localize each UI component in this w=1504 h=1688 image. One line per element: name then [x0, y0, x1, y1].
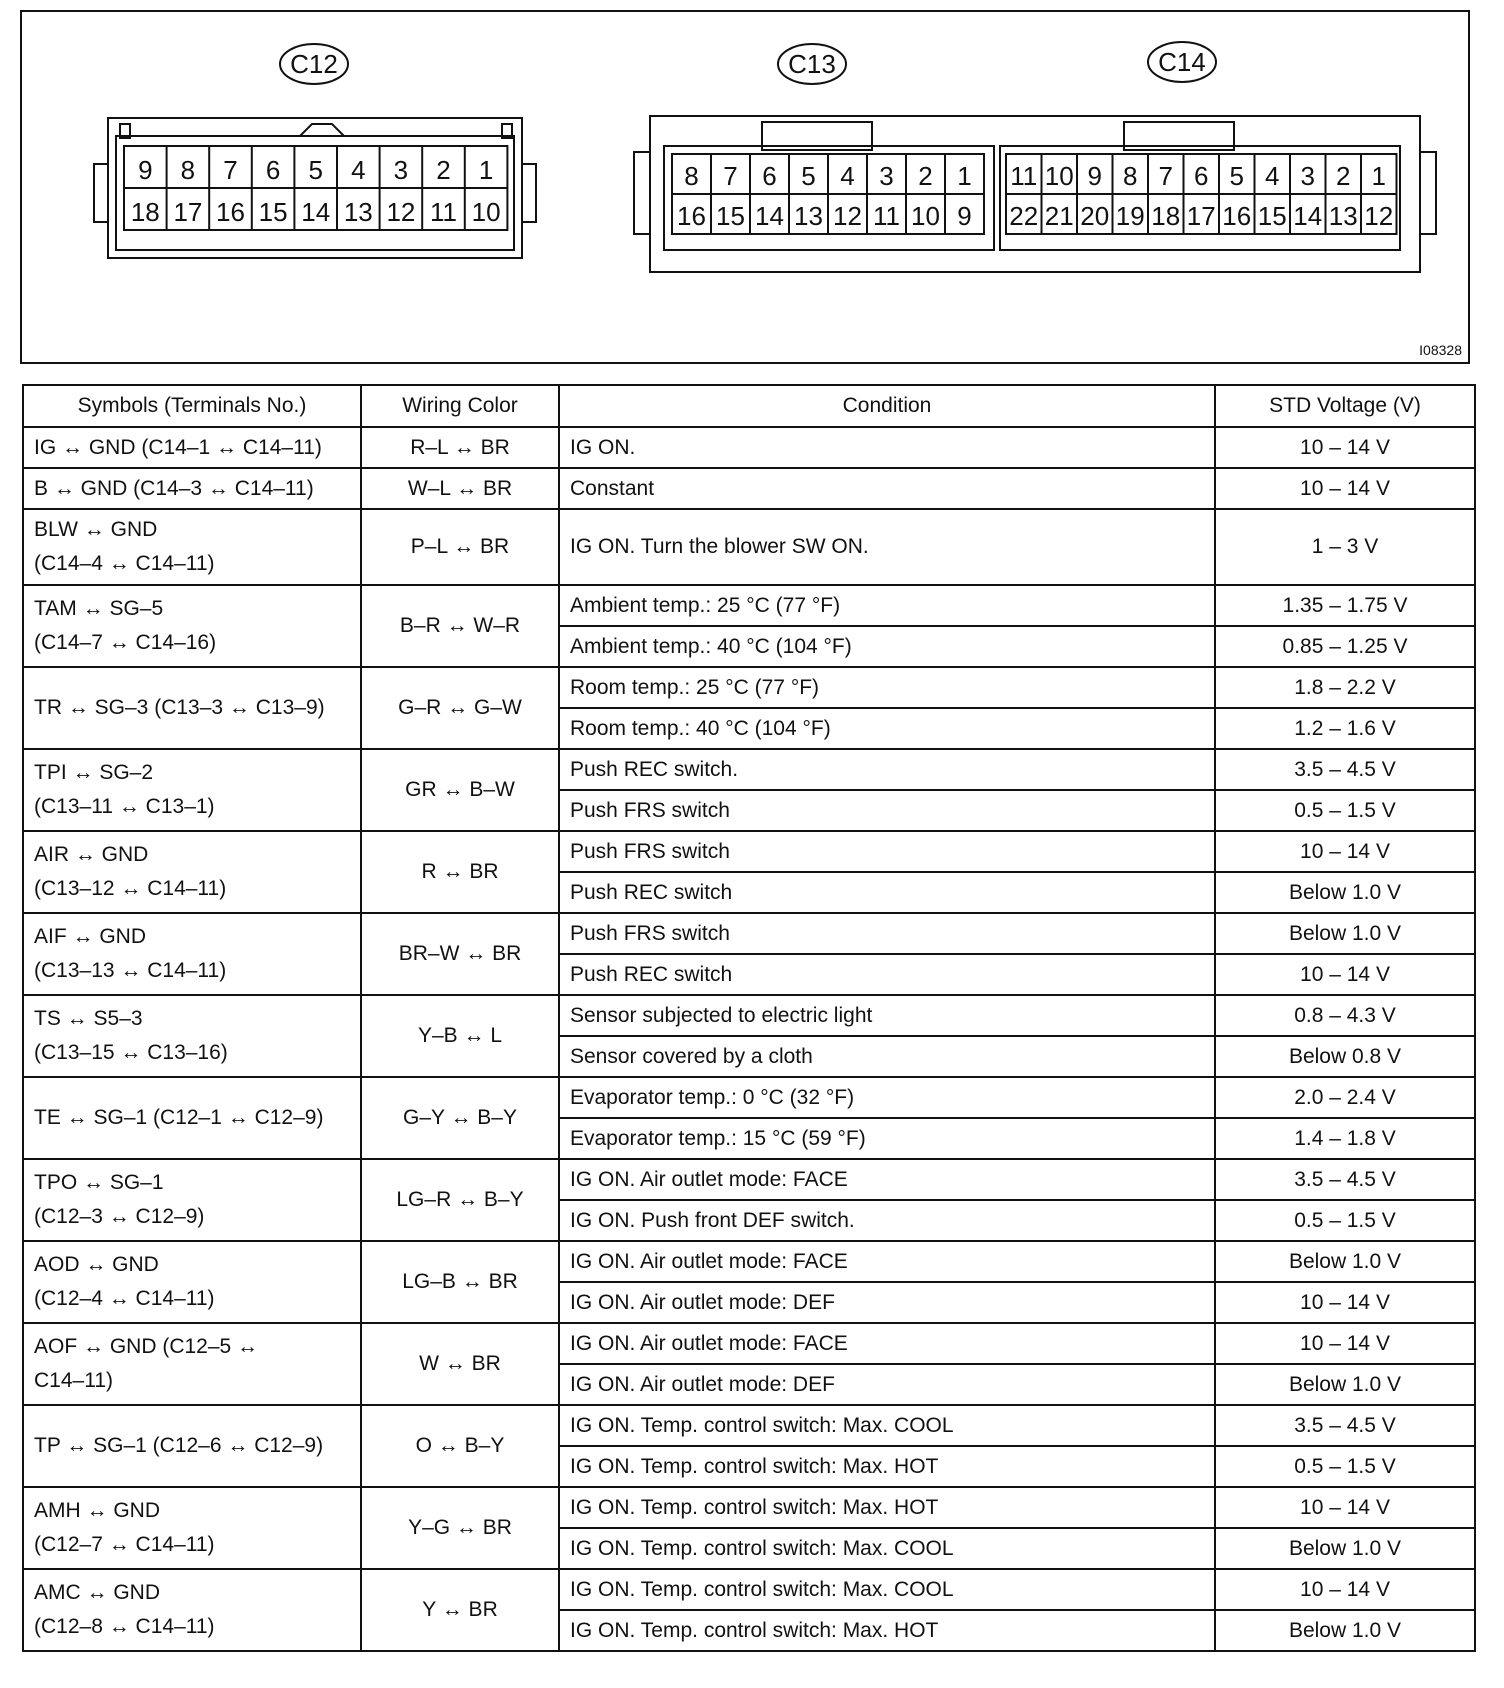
condition-cell: Room temp.: 40 °C (104 °F)	[559, 708, 1215, 749]
pin-number: 10	[911, 201, 940, 231]
pin-number: 14	[301, 197, 331, 227]
table-header-row	[23, 385, 1475, 427]
symbol-cell	[23, 585, 361, 667]
condition-cell: IG ON. Air outlet mode: DEF	[559, 1282, 1215, 1323]
pin-number: 13	[1328, 201, 1358, 231]
pin-number: 10	[1044, 161, 1074, 191]
voltage-cell: 1.35 – 1.75 V	[1215, 585, 1475, 626]
symbol-cell	[23, 1323, 361, 1405]
wiring-color-cell: W–L ↔ BR	[361, 468, 559, 509]
pin-number: 9	[138, 155, 153, 185]
wiring-color-cell: B–R ↔ W–R	[361, 585, 559, 667]
header-symbols: Symbols (Terminals No.)	[23, 385, 361, 427]
pin-number: 22	[1009, 201, 1039, 231]
voltage-cell: Below 1.0 V	[1215, 1241, 1475, 1282]
connector-diagram	[20, 10, 1470, 364]
wiring-color-cell: G–Y ↔ B–Y	[361, 1077, 559, 1159]
pin-number: 15	[258, 197, 288, 227]
voltage-cell: Below 1.0 V	[1215, 1364, 1475, 1405]
pin-number: 14	[755, 201, 784, 231]
voltage-cell: Below 1.0 V	[1215, 1528, 1475, 1569]
symbol-line: (C13–12 ↔ C14–11)	[34, 877, 227, 900]
pin-number: 7	[223, 155, 238, 185]
symbol-line: AMC ↔ GND	[34, 1581, 160, 1604]
symbol-line: TP ↔ SG–1 (C12–6 ↔ C12–9)	[34, 1434, 324, 1457]
symbol-line: (C12–8 ↔ C14–11)	[34, 1615, 215, 1638]
symbol-line: TPI ↔ SG–2	[34, 761, 154, 784]
pin-number: 9	[1087, 161, 1102, 191]
condition-cell: IG ON. Temp. control switch: Max. HOT	[559, 1487, 1215, 1528]
symbol-cell	[23, 1077, 361, 1159]
wiring-color-cell: Y–B ↔ L	[361, 995, 559, 1077]
condition-cell: IG ON. Air outlet mode: FACE	[559, 1241, 1215, 1282]
voltage-cell: 0.5 – 1.5 V	[1215, 1446, 1475, 1487]
symbol-cell	[23, 749, 361, 831]
pin-number: 17	[173, 197, 203, 227]
pin-number: 12	[386, 197, 416, 227]
voltage-cell: 3.5 – 4.5 V	[1215, 1405, 1475, 1446]
pin-number: 12	[1364, 201, 1394, 231]
condition-cell: Push REC switch	[559, 954, 1215, 995]
pin-number: 2	[436, 155, 451, 185]
pin-number: 8	[684, 161, 699, 191]
pin-number: 7	[723, 161, 738, 191]
wiring-color-cell: G–R ↔ G–W	[361, 667, 559, 749]
table-row	[23, 1569, 1475, 1610]
pin-number: 4	[1265, 161, 1280, 191]
condition-cell: IG ON. Temp. control switch: Max. COOL	[559, 1569, 1215, 1610]
header-wiring-color: Wiring Color	[361, 385, 559, 427]
pin-number: 11	[430, 197, 457, 227]
voltage-cell: 1.8 – 2.2 V	[1215, 667, 1475, 708]
pin-number: 21	[1044, 201, 1074, 231]
condition-cell: IG ON. Temp. control switch: Max. COOL	[559, 1405, 1215, 1446]
symbol-line: (C14–4 ↔ C14–11)	[34, 552, 215, 575]
condition-cell: Evaporator temp.: 15 °C (59 °F)	[559, 1118, 1215, 1159]
table-row	[23, 913, 1475, 954]
pin-number: 3	[1300, 161, 1315, 191]
symbol-line: AOD ↔ GND	[34, 1253, 159, 1276]
table-row	[23, 1077, 1475, 1118]
condition-cell: Push FRS switch	[559, 790, 1215, 831]
symbol-cell	[23, 667, 361, 749]
symbol-line: AOF ↔ GND (C12–5 ↔	[34, 1335, 259, 1358]
symbol-line: (C14–7 ↔ C14–16)	[34, 631, 217, 654]
condition-cell: IG ON. Push front DEF switch.	[559, 1200, 1215, 1241]
c12-housing-inner	[116, 136, 514, 250]
voltage-cell: 10 – 14 V	[1215, 1282, 1475, 1323]
condition-cell: Push REC switch.	[559, 749, 1215, 790]
table-row	[23, 585, 1475, 626]
wiring-color-cell: Y–G ↔ BR	[361, 1487, 559, 1569]
pin-number: 4	[351, 155, 366, 185]
pin-number: 4	[840, 161, 855, 191]
pin-number: 5	[1229, 161, 1244, 191]
voltage-spec-table	[22, 384, 1476, 1652]
condition-cell: IG ON. Air outlet mode: FACE	[559, 1323, 1215, 1364]
pin-number: 18	[1151, 201, 1181, 231]
voltage-cell: 10 – 14 V	[1215, 1569, 1475, 1610]
symbol-cell	[23, 1405, 361, 1487]
condition-cell: IG ON.	[559, 427, 1215, 468]
wiring-color-cell: R–L ↔ BR	[361, 427, 559, 468]
condition-cell: IG ON. Temp. control switch: Max. COOL	[559, 1528, 1215, 1569]
pin-number: 10	[471, 197, 501, 227]
wiring-color-cell: LG–B ↔ BR	[361, 1241, 559, 1323]
table-row	[23, 667, 1475, 708]
pin-number: 1	[478, 155, 494, 185]
pin-number: 9	[957, 201, 972, 231]
pin-number: 8	[180, 155, 196, 185]
pin-number: 1	[1371, 161, 1386, 191]
voltage-cell: 0.5 – 1.5 V	[1215, 1200, 1475, 1241]
pin-number: 13	[343, 197, 373, 227]
pin-number: 7	[1158, 161, 1173, 191]
condition-cell: Push REC switch	[559, 872, 1215, 913]
symbol-cell	[23, 1569, 361, 1651]
voltage-cell: 1 – 3 V	[1215, 509, 1475, 585]
voltage-cell: Below 1.0 V	[1215, 913, 1475, 954]
condition-cell: Constant	[559, 468, 1215, 509]
pin-number: 3	[393, 155, 409, 185]
voltage-cell: 2.0 – 2.4 V	[1215, 1077, 1475, 1118]
header-std-voltage: STD Voltage (V)	[1215, 385, 1475, 427]
voltage-cell: 10 – 14 V	[1215, 954, 1475, 995]
symbol-cell	[23, 509, 361, 585]
connector-label-c13: C13	[788, 49, 836, 79]
pin-number: 16	[1222, 201, 1252, 231]
condition-cell: Push FRS switch	[559, 913, 1215, 954]
pin-number: 16	[677, 201, 706, 231]
connector-drawing	[22, 12, 1468, 362]
symbol-line: (C13–13 ↔ C14–11)	[34, 959, 227, 982]
condition-cell: Ambient temp.: 25 °C (77 °F)	[559, 585, 1215, 626]
symbol-line: TR ↔ SG–3 (C13–3 ↔ C13–9)	[34, 696, 325, 719]
wiring-color-cell: P–L ↔ BR	[361, 509, 559, 585]
symbol-line: TAM ↔ SG–5	[34, 597, 164, 620]
table-row	[23, 1241, 1475, 1282]
symbol-line: (C13–15 ↔ C13–16)	[34, 1041, 228, 1064]
pin-number: 5	[308, 155, 323, 185]
pin-number: 20	[1080, 201, 1110, 231]
table-row	[23, 749, 1475, 790]
connector-label-c14: C14	[1158, 47, 1206, 77]
table-row	[23, 1487, 1475, 1528]
symbol-line: (C12–4 ↔ C14–11)	[34, 1287, 215, 1310]
table-row	[23, 509, 1475, 585]
table-row	[23, 1159, 1475, 1200]
pin-number: 18	[130, 197, 160, 227]
pin-number: 6	[265, 155, 281, 185]
symbol-line: TPO ↔ SG–1	[34, 1171, 164, 1194]
condition-cell: Sensor subjected to electric light	[559, 995, 1215, 1036]
voltage-cell: 3.5 – 4.5 V	[1215, 749, 1475, 790]
symbol-cell	[23, 1159, 361, 1241]
pin-number: 12	[833, 201, 862, 231]
condition-cell: Push FRS switch	[559, 831, 1215, 872]
table-row	[23, 427, 1475, 468]
voltage-cell: 10 – 14 V	[1215, 468, 1475, 509]
symbol-line: (C13–11 ↔ C13–1)	[34, 795, 215, 818]
symbol-line: BLW ↔ GND	[34, 518, 158, 541]
symbol-line: TE ↔ SG–1 (C12–1 ↔ C12–9)	[34, 1106, 324, 1129]
voltage-cell: 3.5 – 4.5 V	[1215, 1159, 1475, 1200]
voltage-cell: Below 1.0 V	[1215, 872, 1475, 913]
symbol-cell	[23, 831, 361, 913]
symbol-line: C14–11)	[34, 1369, 113, 1392]
pin-number: 11	[873, 201, 900, 231]
wiring-color-cell: BR–W ↔ BR	[361, 913, 559, 995]
pin-number: 15	[1257, 201, 1287, 231]
pin-number: 15	[716, 201, 745, 231]
symbol-line: AIF ↔ GND	[34, 925, 147, 948]
symbol-line: IG ↔ GND (C14–1 ↔ C14–11)	[34, 435, 322, 459]
voltage-cell: 10 – 14 V	[1215, 1487, 1475, 1528]
pin-number: 14	[1293, 201, 1323, 231]
condition-cell: Ambient temp.: 40 °C (104 °F)	[559, 626, 1215, 667]
condition-cell: Evaporator temp.: 0 °C (32 °F)	[559, 1077, 1215, 1118]
symbol-line: AIR ↔ GND	[34, 843, 149, 866]
condition-cell: IG ON. Air outlet mode: FACE	[559, 1159, 1215, 1200]
wiring-color-cell: O ↔ B–Y	[361, 1405, 559, 1487]
symbol-line: (C12–7 ↔ C14–11)	[34, 1533, 215, 1556]
table-row	[23, 468, 1475, 509]
pin-number: 19	[1115, 201, 1145, 231]
symbol-cell	[23, 468, 361, 509]
pin-number: 3	[879, 161, 894, 191]
symbol-line: TS ↔ S5–3	[34, 1007, 143, 1030]
c14-latch-right	[1420, 152, 1436, 234]
condition-cell: IG ON. Temp. control switch: Max. HOT	[559, 1610, 1215, 1651]
table-row	[23, 831, 1475, 872]
c13-latch-left	[634, 152, 650, 234]
voltage-cell: 0.85 – 1.25 V	[1215, 626, 1475, 667]
voltage-cell: 10 – 14 V	[1215, 427, 1475, 468]
wiring-color-cell: LG–R ↔ B–Y	[361, 1159, 559, 1241]
condition-cell: Room temp.: 25 °C (77 °F)	[559, 667, 1215, 708]
wiring-color-cell: R ↔ BR	[361, 831, 559, 913]
header-condition: Condition	[559, 385, 1215, 427]
wiring-color-cell: Y ↔ BR	[361, 1569, 559, 1651]
pin-number: 16	[216, 197, 245, 227]
voltage-cell: 0.5 – 1.5 V	[1215, 790, 1475, 831]
symbol-line: AMH ↔ GND	[34, 1499, 160, 1522]
pin-number: 11	[1010, 161, 1038, 191]
pin-number: 13	[794, 201, 823, 231]
c12-latch-left	[94, 164, 108, 222]
pin-number: 5	[801, 161, 816, 191]
table-row	[23, 1405, 1475, 1446]
condition-cell: IG ON. Temp. control switch: Max. HOT	[559, 1446, 1215, 1487]
voltage-cell: 10 – 14 V	[1215, 831, 1475, 872]
voltage-cell: Below 1.0 V	[1215, 1610, 1475, 1651]
symbol-line: (C12–3 ↔ C12–9)	[34, 1205, 205, 1228]
symbol-line: B ↔ GND (C14–3 ↔ C14–11)	[34, 476, 314, 500]
condition-cell: IG ON. Air outlet mode: DEF	[559, 1364, 1215, 1405]
table-row	[23, 1323, 1475, 1364]
pin-number: 17	[1186, 201, 1216, 231]
voltage-cell: 1.2 – 1.6 V	[1215, 708, 1475, 749]
wiring-color-cell: GR ↔ B–W	[361, 749, 559, 831]
condition-cell: IG ON. Turn the blower SW ON.	[559, 509, 1215, 585]
condition-cell: Sensor covered by a cloth	[559, 1036, 1215, 1077]
symbol-cell	[23, 995, 361, 1077]
symbol-cell	[23, 427, 361, 468]
pin-number: 2	[1336, 161, 1351, 191]
connector-label-c12: C12	[290, 49, 338, 79]
pin-number: 2	[918, 161, 933, 191]
symbol-cell	[23, 1487, 361, 1569]
voltage-cell: 1.4 – 1.8 V	[1215, 1118, 1475, 1159]
symbol-cell	[23, 1241, 361, 1323]
figure-id: I08328	[1419, 342, 1462, 358]
voltage-cell: 0.8 – 4.3 V	[1215, 995, 1475, 1036]
voltage-cell: Below 0.8 V	[1215, 1036, 1475, 1077]
pin-number: 1	[957, 161, 972, 191]
c12-latch-right	[522, 164, 536, 222]
c12-key-triangle	[300, 124, 344, 136]
voltage-cell: 10 – 14 V	[1215, 1323, 1475, 1364]
pin-number: 6	[1194, 161, 1209, 191]
table-row	[23, 995, 1475, 1036]
wiring-color-cell: W ↔ BR	[361, 1323, 559, 1405]
pin-number: 6	[762, 161, 777, 191]
symbol-cell	[23, 913, 361, 995]
pin-number: 8	[1123, 161, 1138, 191]
